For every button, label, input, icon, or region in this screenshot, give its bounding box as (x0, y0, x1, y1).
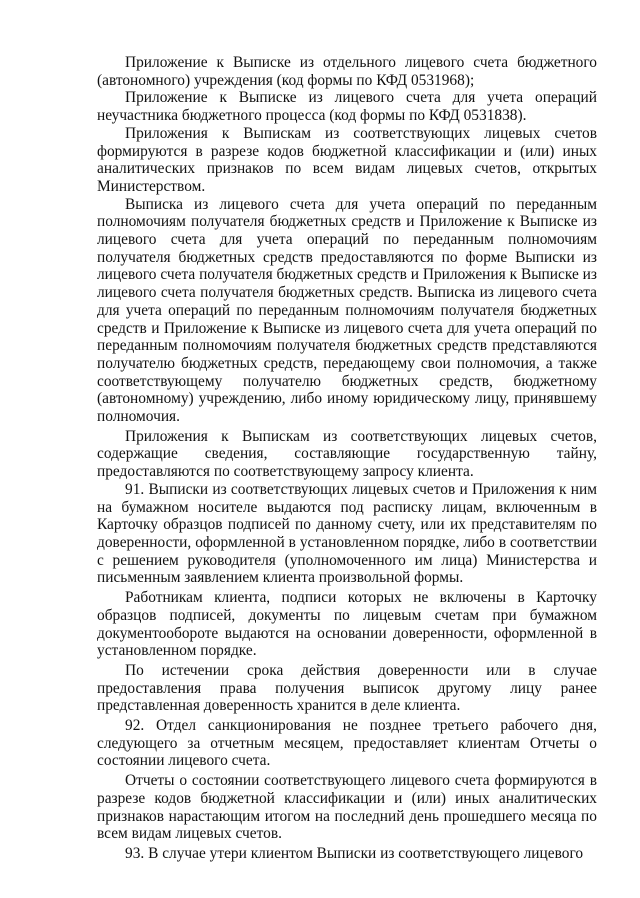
paragraph-appendix-non-participant: Приложение к Выписке из лицевого счета для учета операций неучастника бюджетного процесса (код формы по КФД 0531838). (97, 89, 597, 125)
paragraph-delegated-powers-statement: Выписка из лицевого счета для учета операций по переданным полномочиям получателя бюджетных средств и Приложение к Выписке из лицевого счета для учета операций по переданным полномочиям получателя бюджетных средств предоставляются по форме Выписки из лицевого счета получателя бюджетных средств и Приложения к Выписке из лицевого счета получателя бюджетных средств. Выписка из лицевого счета для учета операций по переданным полномочиям получателя бюджетных средств и Приложение к Выписке из лицевого счета для учета операций по переданным полномочиям получателя бюджетных средств представляются получателю бюджетных средств, передающему свои полномочия, а также соответствующему получателю бюджетных средств, бюджетному (автономному) учреждению, либо иному юридическому лицу, принявшему полномочия. (97, 195, 597, 426)
document-page (97, 54, 597, 863)
paragraph-item-91: 91. Выписки из соответствующих лицевых счетов и Приложения к ним на бумажном носителе выдаются под расписку лицам, включенным в Карточку образцов подписей по данному счету, или их представителям по доверенности, оформленной в установленном порядке, либо в соответствии с решением руководителя (уполномоченного им лица) Министерства и письменным заявлением клиента произвольной формы. (97, 480, 597, 587)
paragraph-appendix-separate-account: Приложение к Выписке из отдельного лицевого счета бюджетного (автономного) учреждения (код формы по КФД 0531968); (97, 54, 597, 89)
paragraph-appendices-formation: Приложения к Выпискам из соответствующих лицевых счетов формируются в разрезе кодов бюджетной классификации и (или) иных аналитических признаков по всем видам лицевых счетов, открытых Министерством. (97, 124, 597, 195)
paragraph-state-secret: Приложения к Выпискам из соответствующих лицевых счетов, содержащие сведения, составляющие государственную тайну, предоставляются по соответствующему запросу клиента. (97, 427, 597, 481)
paragraph-power-of-attorney-expiry: По истечении срока действия доверенности или в случае предоставления права получения выписок другому лицу ранее представленная доверенность хранится в деле клиента. (97, 661, 597, 715)
paragraph-client-employees: Работникам клиента, подписи которых не включены в Карточку образцов подписей, документы по лицевым счетам при бумажном документообороте выдаются на основании доверенности, оформленной в установленном порядке. (97, 589, 597, 660)
paragraph-item-92: 92. Отдел санкционирования не позднее третьего рабочего дня, следующего за отчетным месяцем, предоставляет клиентам Отчеты о состоянии лицевого счета. (97, 717, 597, 770)
paragraph-item-93: 93. В случае утери клиентом Выписки из соответствующего лицевого (125, 844, 584, 862)
paragraph-account-status-reports: Отчеты о состоянии соответствующего лицевого счета формируются в разрезе кодов бюджетной классификации и (или) иных аналитических признаков нарастающим итогом на последний день прошедшего месяца по всем видам лицевых счетов. (97, 772, 597, 843)
